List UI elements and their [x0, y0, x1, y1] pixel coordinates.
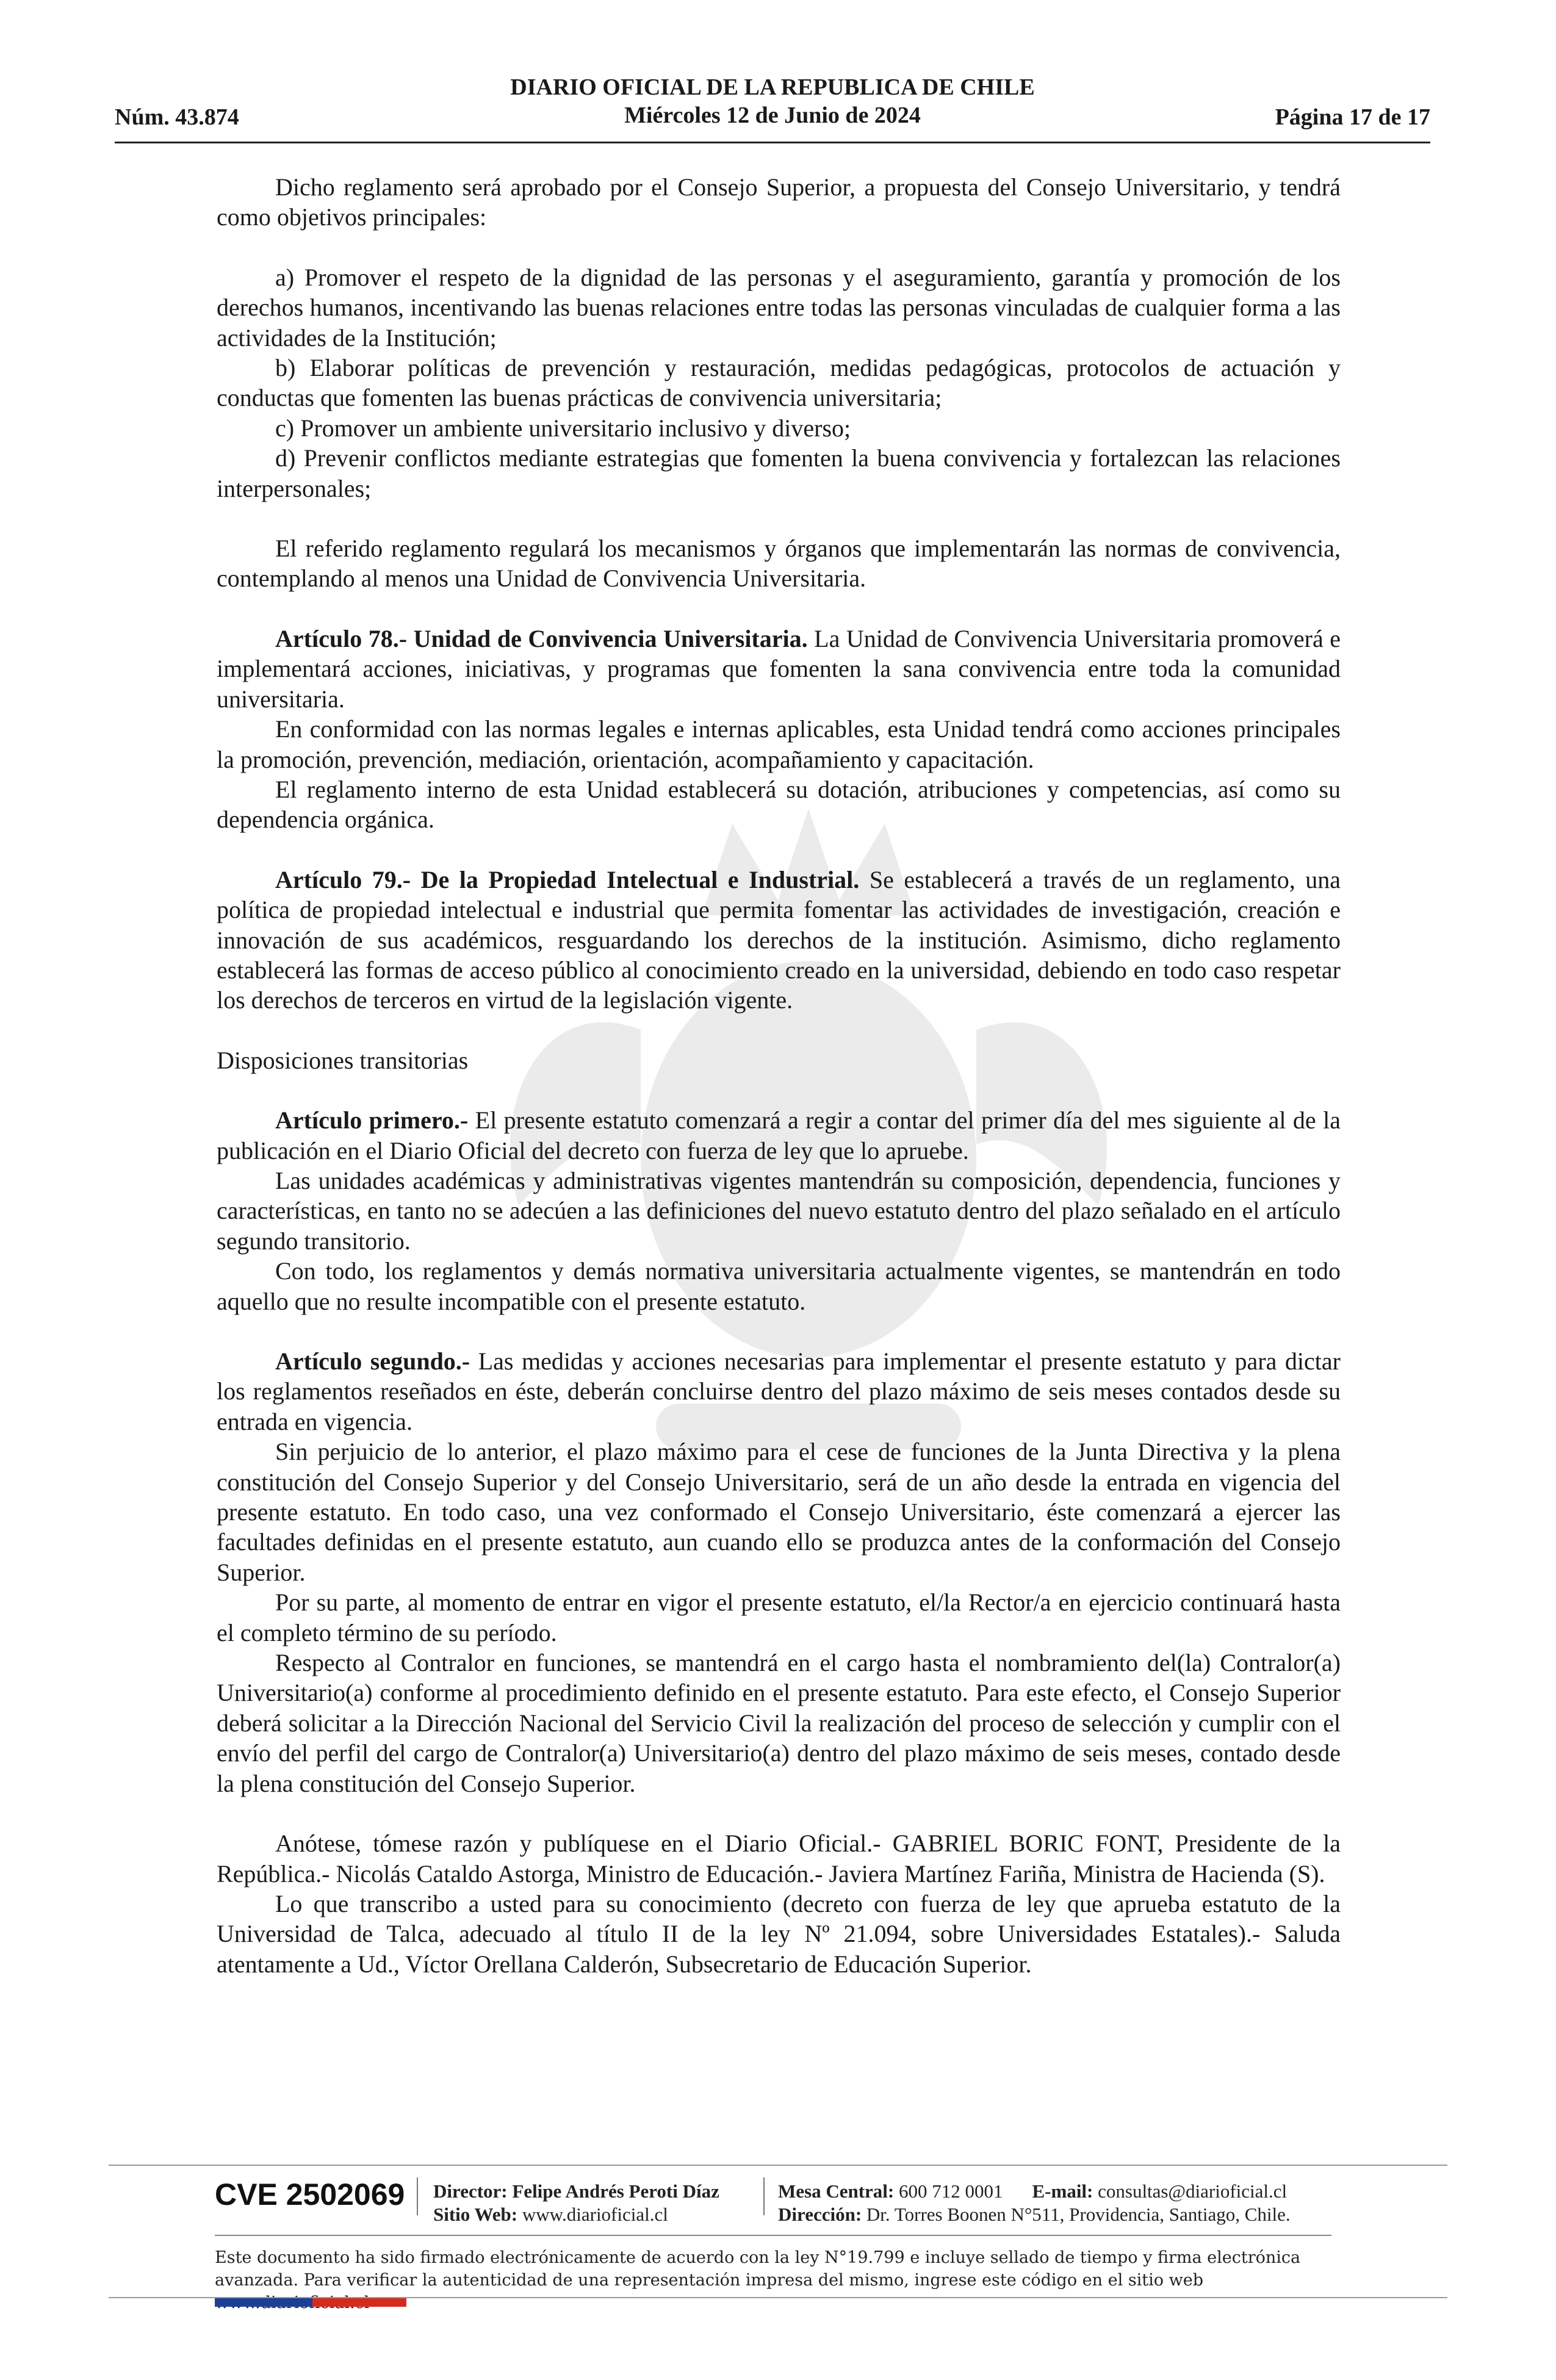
closing-paragraph: Lo que transcribo a usted para su conocimiento (decreto con fuerza de ley que aprueba estatuto de la Universidad de Talca, adecuado al título II de la ley Nº 21.094, sobre Universidades Estatales).- Saluda atentamente a Ud., Víctor Orellana Calderón, Subsecretario de Educación Superior. [217, 1889, 1341, 1978]
footer-top-rule [109, 2165, 1447, 2166]
paragraph: El reglamento interno de esta Unidad establecerá su dotación, atribuciones y competencias, así como su dependencia orgánica. [217, 775, 1341, 834]
article-78 [217, 624, 1341, 714]
website-label: Sitio Web: [433, 2204, 518, 2225]
paragraph: El referido reglamento regulará los mecanismos y órganos que implementarán las normas de convivencia, contemplando al menos una Unidad de Convivencia Universitaria. [217, 535, 1341, 593]
article-79-title: Artículo 79.- De la Propiedad Intelectual e Industrial. [275, 865, 860, 893]
paragraph: Sin perjuicio de lo anterior, el plazo máximo para el cese de funciones de la Junta Directiva y la plena constitución del Consejo Superior y del Consejo Universitario, será de un año desde la entrada en vigencia del presente estatuto. En todo caso, una vez conformado el Consejo Universitario, éste comenzará a ejercer las facultades definidas en el presente estatuto, aun cuando ello se produzca antes de la conformación del Consejo Superior. [217, 1438, 1341, 1586]
paragraph: Dicho reglamento será aprobado por el Consejo Superior, a propuesta del Consejo Universitario, y tendrá como objetivos principales: [217, 173, 1341, 231]
director-name: Felipe Andrés Peroti Díaz [512, 2180, 719, 2202]
mesa-value: 600 712 0001 [899, 2180, 1003, 2202]
footer-divider [417, 2177, 418, 2215]
paragraph: Las unidades académicas y administrativas vigentes mantendrán su composición, dependencia, funciones y características, en tanto no se adecúen a las definiciones del nuevo estatuto dentro del plazo señalado en el artículo segundo transitorio. [217, 1166, 1341, 1255]
flag-stripe-blue [215, 2298, 312, 2307]
legal-notice: Este documento ha sido firmado electrónicamente de acuerdo con la ley N°19.799 e incluye sellado de tiempo y firma electrónica avanzada. Para verificar la autenticidad de una representación impresa del mismo, ingrese este código en el sitio web [215, 2248, 1301, 2290]
cve-code: CVE 2502069 [215, 2177, 405, 2212]
paragraph: Con todo, los reglamentos y demás normativa universitaria actualmente vigentes, se mantendrán en todo aquello que no resulte incompatible con el presente estatuto. [217, 1257, 1341, 1315]
issue-number: Núm. 43.874 [115, 104, 239, 130]
document-body [217, 172, 1341, 1979]
article-primero-text: El presente estatuto comenzará a regir a contar del primer día del mes siguiente al de la publicación en el Diario Oficial del decreto con fuerza de ley que lo apruebe. [217, 1106, 1341, 1164]
article-segundo-title: Artículo segundo.- [275, 1347, 470, 1375]
flag-stripe-red [312, 2298, 406, 2307]
page-header [115, 73, 1430, 143]
section-title: Disposiciones transitorias [217, 1046, 469, 1074]
publication-title: DIARIO OFICIAL DE LA REPUBLICA DE CHILE [510, 74, 1035, 100]
paragraph: Respecto al Contralor en funciones, se mantendrá en el cargo hasta el nombramiento del(la) Contralor(a) Universitario(a) conforme al procedimiento definido en el presente estatuto. Para este efecto, el Consejo Superior deberá solicitar a la Dirección Nacional del Servicio Civil la realización del proceso de selección y cumplir con el envío del perfil del cargo de Contralor(a) Universitario(a) dentro del plazo máximo de seis meses, contado desde la plena constitución del Consejo Superior. [217, 1649, 1341, 1797]
email-link[interactable]: consultas@diarioficial.cl [1098, 2180, 1288, 2202]
article-segundo-text: Las medidas y acciones necesarias para implementar el presente estatuto y para dictar los reglamentos reseñados en éste, deberán concluirse dentro del plazo máximo de seis meses contados desde su entrada en vigencia. [217, 1347, 1341, 1435]
article-primero [217, 1105, 1341, 1166]
article-primero-title: Artículo primero.- [275, 1106, 469, 1134]
article-78-title: Artículo 78.- Unidad de Convivencia Universitaria. [275, 624, 808, 652]
paragraph: Por su parte, al momento de entrar en vigor el presente estatuto, el/la Rector/a en ejercicio continuará hasta el completo término de su período. [217, 1588, 1341, 1646]
page-number: Página 17 de 17 [1275, 104, 1430, 130]
list-item-a: a) Promover el respeto de la dignidad de las personas y el aseguramiento, garantía y promoción de los derechos humanos, incentivando las buenas relaciones entre todas las personas vinculadas de cualquier forma a las actividades de la Institución; [217, 263, 1341, 352]
list-item-b: b) Elaborar políticas de prevención y restauración, medidas pedagógicas, protocolos de actuación y conductas que fomenten las buenas prácticas de convivencia universitaria; [217, 354, 1341, 412]
publication-date: Miércoles 12 de Junio de 2024 [624, 103, 921, 128]
address-value: Dr. Torres Boonen N°511, Providencia, Santiago, Chile. [866, 2204, 1291, 2225]
list-item-d: d) Prevenir conflictos mediante estrategias que fomenten la buena convivencia y fortalezcan las relaciones interpersonales; [217, 444, 1341, 502]
paragraph: En conformidad con las normas legales e internas aplicables, esta Unidad tendrá como acciones principales la promoción, prevención, mediación, orientación, acompañamiento y capacitación. [217, 715, 1341, 773]
closing-paragraph: Anótese, tómese razón y publíquese en el Diario Oficial.- GABRIEL BORIC FONT, Presidente de la República.- Nicolás Cataldo Astorga, Ministro de Educación.- Javiera Martínez Fariña, Ministra de Hacienda (S). [217, 1830, 1341, 1888]
email-label: E-mail: [1032, 2180, 1093, 2202]
address-label: Dirección: [778, 2204, 862, 2225]
contact-block [778, 2180, 1291, 2226]
footer-divider [763, 2177, 765, 2215]
list-item-c: c) Promover un ambiente universitario inclusivo y diverso; [275, 414, 851, 442]
masthead [115, 73, 1430, 129]
director-label: Director: [433, 2180, 508, 2202]
mesa-label: Mesa Central: [778, 2180, 895, 2202]
article-segundo [217, 1346, 1341, 1437]
website-link[interactable]: www.diarioficial.cl [522, 2204, 668, 2225]
article-79 [217, 865, 1341, 1015]
footer-inner-rule [215, 2235, 1331, 2236]
article-79-text: Se establecerá a través de un reglamento, una política de propiedad intelectual e industrial que permita fomentar las actividades de investigación, creación e innovación de sus académicos, resguardando los derechos de la institución. Asimismo, dicho reglamento establecerá las formas de acceso público al conocimiento creado en la universidad, debiendo en todo caso respetar los derechos de terceros en virtud de la legislación vigente. [217, 865, 1341, 1014]
director-block [433, 2180, 719, 2226]
article-78-text: La Unidad de Convivencia Universitaria promoverá e implementará acciones, iniciativas, y programas que fomenten la sana convivencia entre toda la comunidad universitaria. [217, 624, 1341, 713]
